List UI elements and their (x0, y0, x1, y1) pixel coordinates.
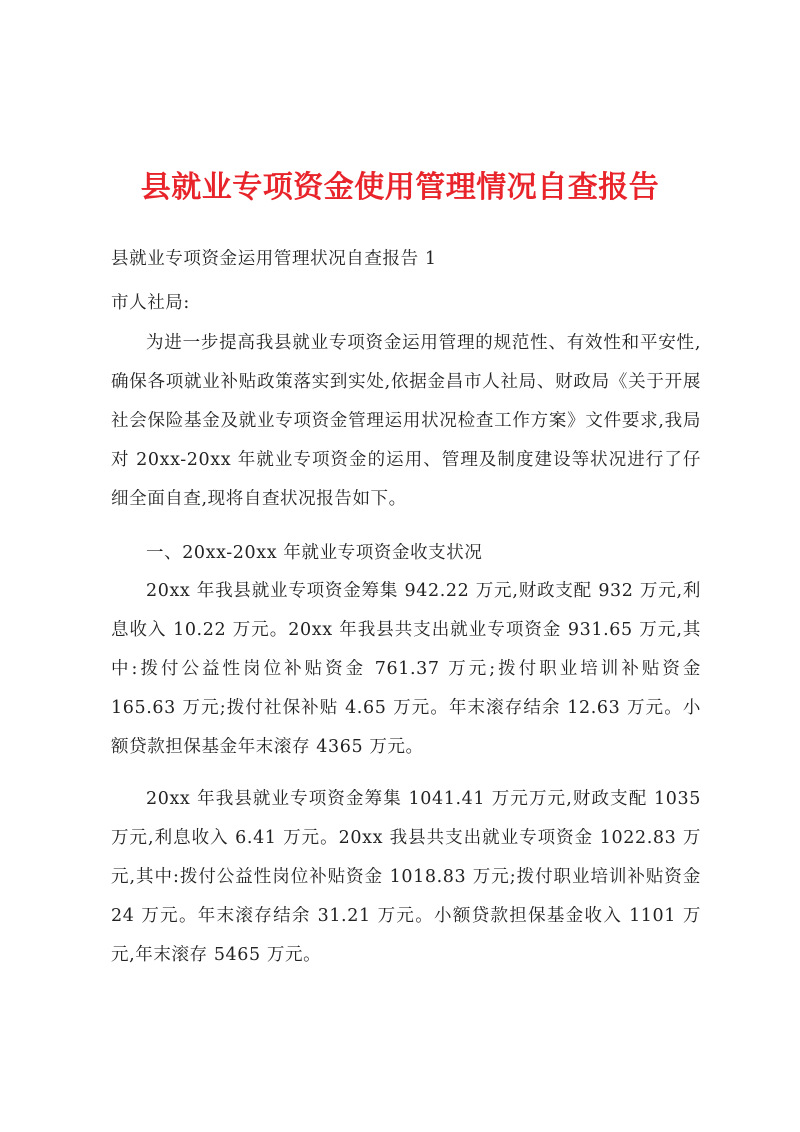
document-title: 县就业专项资金使用管理情况自查报告 (140, 170, 660, 205)
report-subtitle: 县就业专项资金运用管理状况自查报告 1 (111, 249, 437, 269)
salutation: 市人社局: (111, 293, 190, 313)
funds-paragraph-2: 20xx 年我县就业专项资金筹集 1041.41 万元万元,财政支配 1035 万元,利息收入 6.41 万元。20xx 我县共支出就业专项资金 1022.83 万元,其中:拨付公益性岗位补贴资金 1018.83 万元;拨付职业培训补贴资金 24 万元。年末滚存结余 31.21 万元。小额贷款担保基金收入 1101 万元,年末滚存 5465 万元。 (111, 789, 701, 965)
funds-paragraph-1: 20xx 年我县就业专项资金筹集 942.22 万元,财政支配 932 万元,利息收入 10.22 万元。20xx 年我县共支出就业专项资金 931.65 万元,其中:拨付公益性岗位补贴资金 761.37 万元;拨付职业培训补贴资金 165.63 万元;拨付社保补贴 4.65 万元。年末滚存结余 12.63 万元。小额贷款担保基金年末滚存 4365 万元。 (111, 581, 701, 757)
section-heading: 一、20xx-20xx 年就业专项资金收支状况 (146, 543, 483, 563)
intro-paragraph: 为进一步提高我县就业专项资金运用管理的规范性、有效性和平安性,确保各项就业补贴政策落实到实处,依据金昌市人社局、财政局《关于开展社会保险基金及就业专项资金管理运用状况检查工作方案》文件要求,我局对 20xx-20xx 年就业专项资金的运用、管理及制度建设等状况进行了仔细全面自查,现将自查状况报告如下。 (111, 333, 701, 509)
